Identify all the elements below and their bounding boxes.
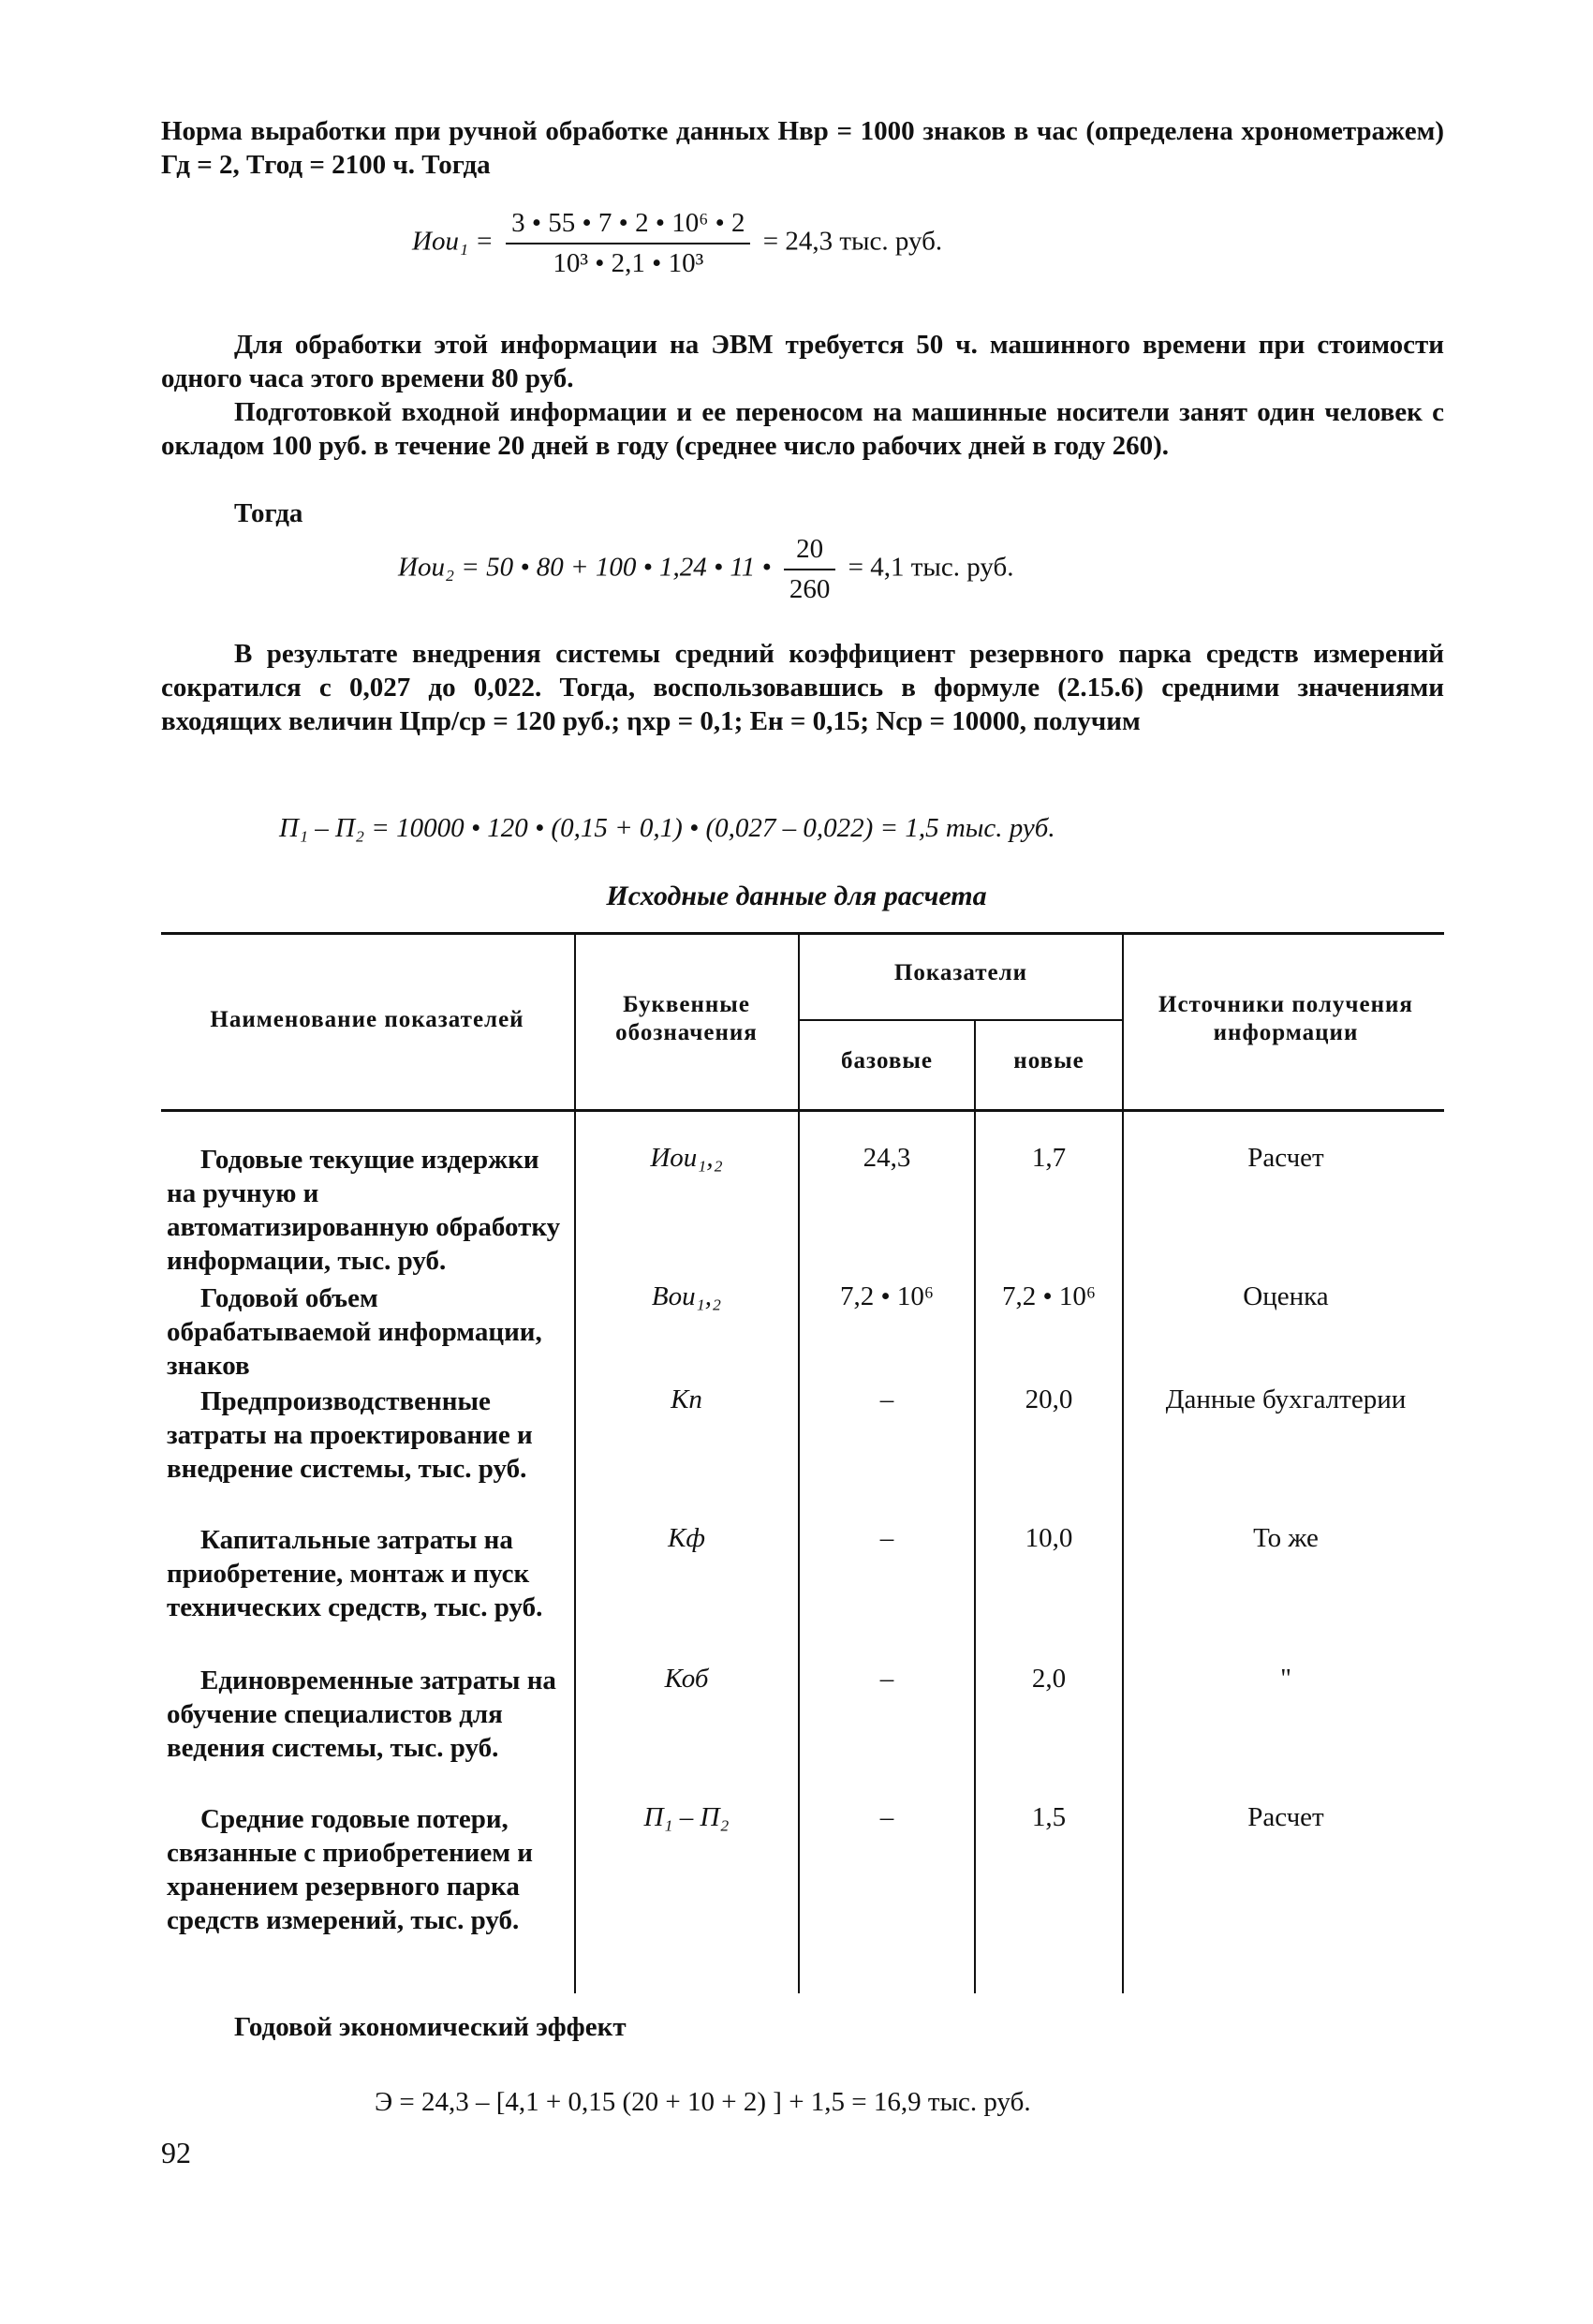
table-row-6-symbol: П₁ – П₂ [643, 1802, 730, 1832]
paragraph-input-prep [161, 395, 1444, 463]
header-base: базовые [841, 1048, 933, 1073]
formula-iou1-fraction [506, 208, 750, 279]
table-row-1-new: 1,7 [1031, 1143, 1067, 1173]
table-row-2-base: 7,2 • 10⁶ [839, 1281, 934, 1311]
table-col-divider-1 [574, 935, 576, 1993]
formula-iou2-rhs: = 4,1 тыс. руб. [848, 552, 1014, 583]
formula-effect: Э = 24,3 – [4,1 + 0,15 (20 + 10 + 2) ] + 1,5 = 16,9 тыс. руб. [375, 2087, 1031, 2117]
table-row-3-base: – [879, 1384, 894, 1414]
table-row-2-source: Оценка [1243, 1281, 1329, 1311]
table-row-4-base: – [879, 1523, 894, 1553]
table-caption: Исходные данные для расчета [606, 881, 987, 911]
paragraph-input-prep-text: Подготовкой входной информации и ее переносом на машинные носители занят один человек с окладом 100 руб. в течение 20 дней в году (среднее число рабочих дней в году 260). [161, 397, 1444, 461]
table-row-4-symbol: Кф [668, 1523, 705, 1553]
formula-iou1-numerator: 3 • 55 • 7 • 2 • 10⁶ • 2 [506, 208, 750, 244]
table-row-5-new: 2,0 [1031, 1664, 1067, 1694]
formula-iou1-denominator: 10³ • 2,1 • 10³ [553, 248, 704, 278]
paragraph-result-text: В результате внедрения системы средний коэффициент резервного парка средств измерений сократился с 0,027 до 0,022. Тогда, воспользовавшись в формуле (2.15.6) средними значениями входящих величин Цпр/ср = 120 руб.; ηхр = 0,1; Ен = 0,15; Nср = 10000, получим [161, 639, 1444, 736]
table-top-rule [161, 932, 1444, 935]
table-row-5-symbol: Коб [664, 1664, 709, 1694]
paragraph-result [161, 637, 1444, 738]
header-name: Наименование показателей [210, 1007, 524, 1032]
table-col-divider-2 [798, 935, 800, 1993]
table-row-5-source: " [1280, 1664, 1291, 1694]
formula-iou2-left: Иои₂ = 50 • 80 + 100 • 1,24 • 11 • [398, 552, 772, 583]
header-new: новые [1013, 1048, 1084, 1073]
table-row-4-name [167, 1523, 573, 1624]
table-row-2-name [167, 1281, 573, 1383]
table-row-4-new: 10,0 [1025, 1523, 1073, 1553]
table-row-5-name [167, 1664, 573, 1765]
paragraph-annual-effect: Годовой экономический эффект [234, 2012, 627, 2042]
table-row-2-symbol: Вои₁,₂ [651, 1281, 722, 1311]
formula-p1-p2: П₁ – П₂ = 10000 • 120 • (0,15 + 0,1) • (0,027 – 0,022) = 1,5 тыс. руб. [279, 813, 1055, 843]
table-subheader-rule [798, 1019, 1122, 1021]
table-row-1-source: Расчет [1247, 1143, 1324, 1173]
paragraph-norm: Норма выработки при ручной обработке данных Нвр = 1000 знаков в час (определена хронометражем) Гд = 2, Тгод = 2100 ч. Тогда [161, 116, 1444, 180]
header-symbol: Буквенные обозначения [615, 992, 758, 1045]
paragraph-computer-time [161, 328, 1444, 395]
table-row-3-name [167, 1384, 573, 1486]
table-row-5-name-text: Единовременные затраты на обучение специалистов для ведения системы, тыс. руб. [167, 1665, 556, 1763]
table-row-1-name [167, 1143, 573, 1278]
header-indicators: Показатели [893, 960, 1028, 985]
header-source: Источники получения информации [1158, 992, 1413, 1045]
table-row-4-name-text: Капитальные затраты на приобретение, монтаж и пуск технических средств, тыс. руб. [167, 1525, 543, 1622]
paragraph-computer-time-text: Для обработки этой информации на ЭВМ требуется 50 ч. машинного времени при стоимости одного часа этого времени 80 руб. [161, 330, 1444, 393]
table-row-6-new: 1,5 [1031, 1802, 1067, 1832]
table-row-2-new: 7,2 • 10⁶ [1001, 1281, 1096, 1311]
table-row-3-symbol: Кп [671, 1384, 702, 1414]
formula-iou2-fraction [784, 534, 836, 605]
table-row-6-name-text: Средние годовые потери, связанные с приобретением и хранением резервного парка средств измерений, тыс. руб. [167, 1804, 533, 1935]
table-row-1-base: 24,3 [863, 1143, 911, 1173]
table-row-3-new: 20,0 [1025, 1384, 1073, 1414]
formula-iou1 [412, 208, 942, 279]
table-row-5-base: – [879, 1664, 894, 1694]
formula-iou2-denominator: 260 [789, 574, 831, 604]
table-col-divider-3 [974, 1021, 976, 1993]
table-row-6-base: – [879, 1802, 894, 1832]
table-row-4-source: То же [1253, 1523, 1319, 1553]
table-row-3-name-text: Предпроизводственные затраты на проектирование и внедрение системы, тыс. руб. [167, 1386, 533, 1484]
page-number: 92 [161, 2136, 191, 2169]
formula-iou1-rhs: = 24,3 тыс. руб. [762, 226, 943, 257]
table-row-1-name-text: Годовые текущие издержки на ручную и автоматизированную обработку информации, тыс. руб. [167, 1145, 561, 1276]
table-row-6-name [167, 1802, 573, 1937]
table-header-bottom-rule [161, 1109, 1444, 1112]
formula-iou2 [398, 534, 1014, 605]
table-row-6-source: Расчет [1247, 1802, 1324, 1832]
table-row-3-source: Данные бухгалтерии [1165, 1384, 1407, 1414]
paragraph-then [161, 496, 1444, 530]
formula-iou1-lhs: Иои₁ = [412, 226, 494, 257]
paragraph-then-text: Тогда [234, 498, 303, 528]
table-col-divider-4 [1122, 935, 1124, 1993]
table-row-2-name-text: Годовой объем обрабатываемой информации, знаков [167, 1283, 542, 1381]
table-row-1-symbol: Иои₁,₂ [650, 1143, 723, 1173]
formula-iou2-numerator: 20 [784, 534, 836, 570]
